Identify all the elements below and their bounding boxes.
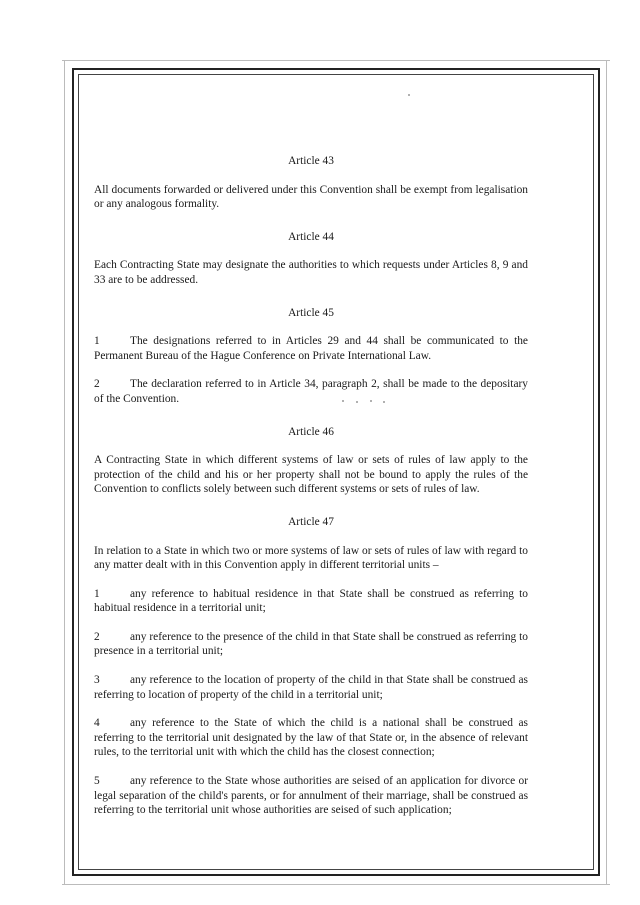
paragraph-text: All documents forwarded or delivered under this Convention shall be exempt from legalisation or any analogous formality. <box>94 183 528 211</box>
article-section <box>94 226 528 288</box>
article-paragraph <box>94 774 528 818</box>
article-heading: Article 43 <box>288 155 334 167</box>
article-heading: Article 46 <box>288 425 334 438</box>
scan-artifact-line <box>62 60 610 61</box>
paragraph-number: 1 <box>94 587 100 600</box>
article-paragraph <box>94 334 528 363</box>
article-paragraph <box>94 183 528 212</box>
paragraph-number: 2 <box>94 630 100 643</box>
paragraph-number: 2 <box>94 378 100 391</box>
article-section <box>94 421 528 497</box>
paragraph-number: 3 <box>94 674 100 687</box>
article-paragraph <box>94 258 528 287</box>
paragraph-text: The designations referred to in Articles 29 and 44 shall be communicated to the Permanent Bureau of the Hague Conference on Private International Law. <box>94 335 528 362</box>
article-paragraph <box>94 587 528 616</box>
article-paragraph <box>94 544 528 573</box>
paragraph-number: 1 <box>94 335 100 348</box>
article-section <box>94 150 528 212</box>
paragraph-text: In relation to a State in which two or more systems of law or sets of rules of law with regard to any matter dealt with in this Convention apply in different territorial units – <box>94 544 528 572</box>
paragraph-number: 5 <box>94 775 100 788</box>
paragraph-text: The declaration referred to in Article 34, paragraph 2, shall be made to the depositary of the Convention. <box>94 378 528 405</box>
article-heading: Article 45 <box>288 306 334 319</box>
article-heading: Article 44 <box>288 230 334 243</box>
article-paragraph <box>94 716 528 760</box>
paragraph-text: A Contracting State in which different systems of law or sets of rules of law apply to the protection of the child and his or her property shall not be bound to apply the rules of the Convention to conflicts solely between such different systems or sets of rules of law. <box>94 454 528 496</box>
article-paragraph <box>94 673 528 702</box>
article-heading: Article 47 <box>288 515 334 528</box>
article-paragraph <box>94 377 528 406</box>
scan-artifact-line <box>62 884 610 885</box>
article-section <box>94 511 528 818</box>
paragraph-text: Each Contracting State may designate the authorities to which requests under Articles 8, 9 and 33 are to be addressed. <box>94 259 528 286</box>
document-body <box>94 150 528 832</box>
paragraph-number: 4 <box>94 717 100 730</box>
scan-artifact-line <box>606 60 607 885</box>
article-paragraph <box>94 453 528 497</box>
paragraph-text: any reference to the State whose authorities are seised of an application for divorce or legal separation of the child's parents, or for annulment of their marriage, shall be construed as referring to the territorial unit whose authorities are seised of such application; <box>94 775 528 817</box>
article-paragraph <box>94 630 528 659</box>
paragraph-text: any reference to the location of property of the child in that State shall be construed as referring to location of property of the child in a territorial unit; <box>94 674 528 701</box>
scan-speck <box>408 94 410 96</box>
paragraph-text: any reference to habitual residence in that State shall be construed as referring to habitual residence in a territorial unit; <box>94 587 528 615</box>
paragraph-text: any reference to the presence of the child in that State shall be construed as referring to presence in a territorial unit; <box>94 630 528 658</box>
paragraph-text: any reference to the State of which the child is a national shall be construed as referring to the territorial unit designated by the law of that State or, in the absence of relevant rules, to the territorial unit with which the child has the closest connection; <box>94 717 528 759</box>
article-section <box>94 302 528 407</box>
scan-artifact-line <box>64 60 65 885</box>
